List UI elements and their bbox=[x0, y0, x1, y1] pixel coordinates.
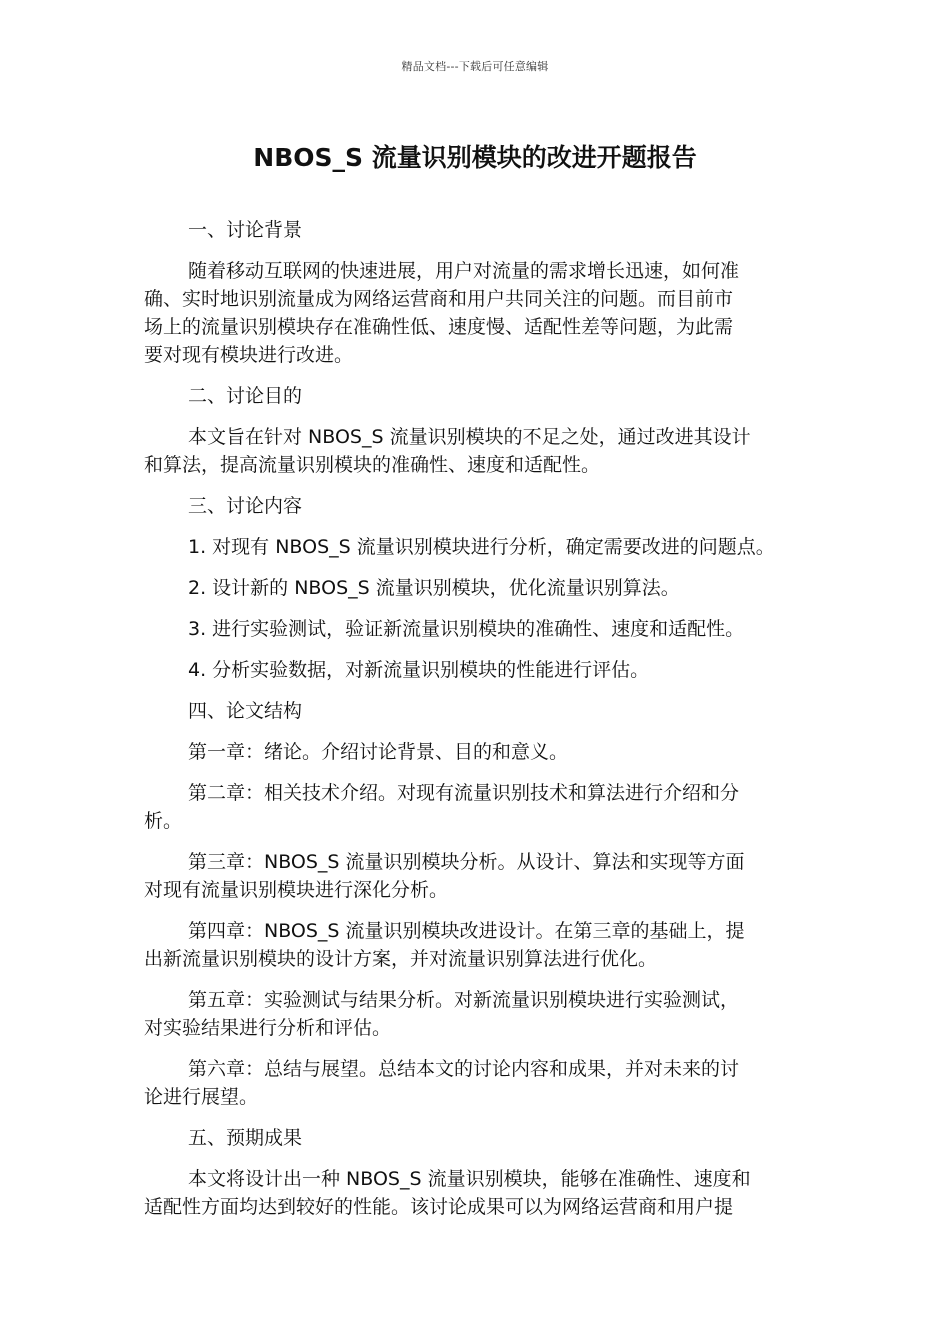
paragraph bbox=[144, 492, 804, 520]
paragraph bbox=[144, 574, 804, 602]
document-body bbox=[144, 216, 804, 1234]
paragraph-line: 三、讨论内容 bbox=[188, 495, 303, 517]
paragraph-line: 析。 bbox=[144, 810, 183, 832]
paragraph-line: 第三章：NBOS_S 流量识别模块分析。从设计、算法和实现等方面 bbox=[188, 851, 745, 873]
paragraph bbox=[144, 1124, 804, 1152]
paragraph bbox=[144, 738, 804, 766]
paragraph bbox=[144, 382, 804, 410]
paragraph bbox=[144, 615, 804, 643]
paragraph-line: 确、实时地识别流量成为网络运营商和用户共同关注的问题。而目前市 bbox=[144, 288, 734, 310]
paragraph bbox=[144, 216, 804, 244]
paragraph-line: 第六章：总结与展望。总结本文的讨论内容和成果，并对未来的讨 bbox=[188, 1058, 740, 1080]
paragraph-line: 对实验结果进行分析和评估。 bbox=[144, 1017, 392, 1039]
paragraph-line: 场上的流量识别模块存在准确性低、速度慢、适配性差等问题，为此需 bbox=[144, 316, 734, 338]
paragraph bbox=[144, 1055, 804, 1111]
paragraph-line: 出新流量识别模块的设计方案，并对流量识别算法进行优化。 bbox=[144, 948, 658, 970]
paragraph bbox=[144, 917, 804, 973]
paragraph bbox=[144, 257, 804, 369]
paragraph-line: 第二章：相关技术介绍。对现有流量识别技术和算法进行介绍和分 bbox=[188, 782, 740, 804]
paragraph bbox=[144, 779, 804, 835]
paragraph bbox=[144, 986, 804, 1042]
header-note: 精品文档---下载后可任意编辑 bbox=[401, 60, 549, 73]
paragraph-line: 第五章：实验测试与结果分析。对新流量识别模块进行实验测试， bbox=[188, 989, 740, 1011]
paragraph-line: 二、讨论目的 bbox=[188, 385, 303, 407]
paragraph-line: 本文将设计出一种 NBOS_S 流量识别模块，能够在准确性、速度和 bbox=[188, 1168, 751, 1190]
paragraph bbox=[144, 848, 804, 904]
paragraph-line: 一、讨论背景 bbox=[188, 219, 303, 241]
paragraph bbox=[144, 697, 804, 725]
paragraph-line: 适配性方面均达到较好的性能。该讨论成果可以为网络运营商和用户提 bbox=[144, 1196, 734, 1218]
paragraph bbox=[144, 533, 804, 561]
paragraph-line: 第四章：NBOS_S 流量识别模块改进设计。在第三章的基础上，提 bbox=[188, 920, 745, 942]
paragraph-line: 对现有流量识别模块进行深化分析。 bbox=[144, 879, 449, 901]
paragraph bbox=[144, 1165, 804, 1221]
paragraph-line: 本文旨在针对 NBOS_S 流量识别模块的不足之处，通过改进其设计 bbox=[188, 426, 751, 448]
paragraph-line: 四、论文结构 bbox=[188, 700, 303, 722]
paragraph-line: 随着移动互联网的快速进展，用户对流量的需求增长迅速，如何准 bbox=[188, 260, 740, 282]
paragraph-line: 和算法，提高流量识别模块的准确性、速度和适配性。 bbox=[144, 454, 601, 476]
paragraph-line: 2. 设计新的 NBOS_S 流量识别模块，优化流量识别算法。 bbox=[188, 577, 680, 599]
paragraph bbox=[144, 656, 804, 684]
paragraph-line: 要对现有模块进行改进。 bbox=[144, 344, 354, 366]
paragraph-line: 3. 进行实验测试，验证新流量识别模块的准确性、速度和适配性。 bbox=[188, 618, 745, 640]
paragraph-line: 论进行展望。 bbox=[144, 1086, 259, 1108]
paragraph-line: 五、预期成果 bbox=[188, 1127, 303, 1149]
paragraph bbox=[144, 423, 804, 479]
paragraph-line: 1. 对现有 NBOS_S 流量识别模块进行分析，确定需要改进的问题点。 bbox=[188, 536, 775, 558]
document-title: NBOS_S 流量识别模块的改进开题报告 bbox=[253, 143, 697, 172]
paragraph-line: 4. 分析实验数据，对新流量识别模块的性能进行评估。 bbox=[188, 659, 650, 681]
paragraph-line: 第一章：绪论。介绍讨论背景、目的和意义。 bbox=[188, 741, 569, 763]
